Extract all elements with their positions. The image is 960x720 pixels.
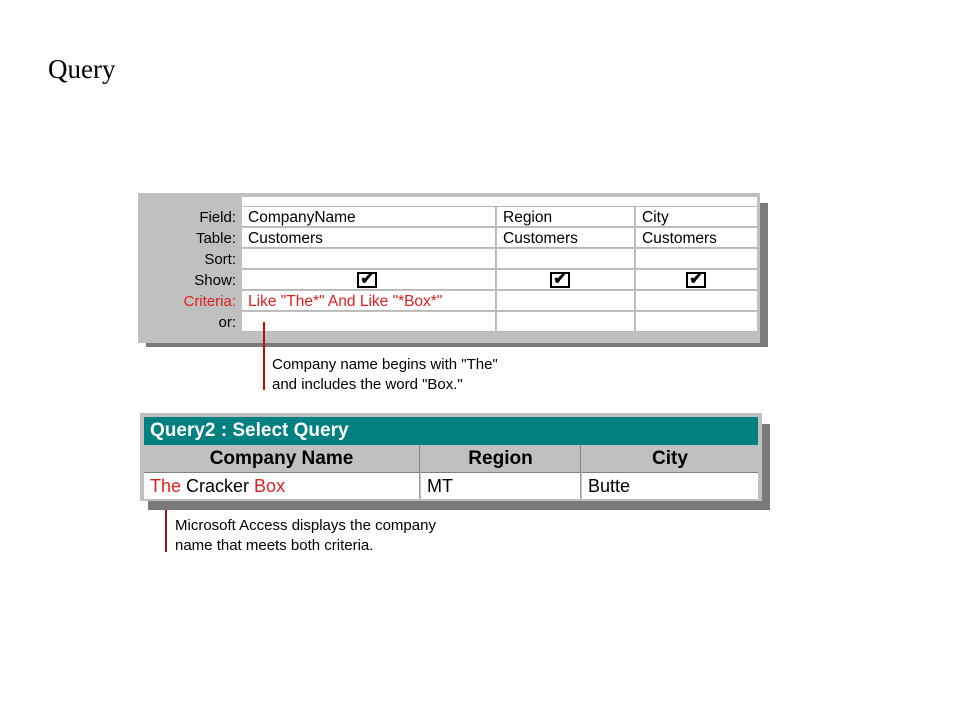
sort-cell-2[interactable] — [497, 249, 635, 269]
datasheet-titlebar[interactable]: Query2 : Select Query — [144, 417, 758, 445]
query-design-grid — [138, 193, 760, 343]
criteria-row-label: Criteria: — [183, 293, 236, 310]
grid-top-strip — [242, 197, 757, 207]
table-cell-2[interactable]: Customers — [497, 228, 635, 248]
field-row — [138, 207, 760, 228]
or-cell-2[interactable] — [497, 312, 635, 332]
show-cell-1 — [242, 270, 496, 290]
show-checkbox-1[interactable]: ✔ — [357, 272, 377, 288]
field-row-label: Field: — [199, 209, 236, 226]
criteria-callout-line1: Company name begins with "The" — [272, 356, 498, 373]
criteria-cell-3[interactable] — [636, 291, 757, 311]
table-row — [138, 228, 760, 249]
field-cell-1[interactable]: CompanyName — [242, 207, 496, 227]
column-header-company-name[interactable]: Company Name — [144, 445, 420, 473]
table-row — [144, 473, 758, 501]
table-row-label: Table: — [195, 230, 236, 247]
sort-row — [138, 249, 760, 270]
show-row-label: Show: — [194, 272, 236, 289]
result-callout-line2: name that meets both criteria. — [175, 537, 374, 554]
sort-row-label: Sort: — [204, 251, 236, 268]
datasheet-window — [140, 413, 762, 501]
table-cell-1[interactable]: Customers — [242, 228, 496, 248]
criteria-row — [138, 291, 760, 312]
criteria-callout-line — [263, 322, 265, 390]
criteria-callout-line2: and includes the word "Box." — [272, 376, 463, 393]
show-cell-3 — [636, 270, 757, 290]
show-checkbox-3[interactable]: ✔ — [686, 272, 706, 288]
column-header-city[interactable]: City — [582, 445, 758, 473]
field-cell-3[interactable]: City — [636, 207, 757, 227]
show-row — [138, 270, 760, 291]
column-header-region[interactable]: Region — [421, 445, 581, 473]
region-cell[interactable]: MT — [421, 473, 581, 499]
slide-title: Query — [48, 54, 116, 84]
or-row — [138, 312, 760, 333]
company-name-middle: Cracker — [181, 476, 255, 496]
company-name-match-box: Box — [254, 476, 286, 496]
sort-cell-1[interactable] — [242, 249, 496, 269]
field-cell-2[interactable]: Region — [497, 207, 635, 227]
or-row-label: or: — [218, 314, 236, 331]
or-cell-3[interactable] — [636, 312, 757, 332]
table-cell-3[interactable]: Customers — [636, 228, 757, 248]
show-checkbox-2[interactable]: ✔ — [550, 272, 570, 288]
result-callout-line — [165, 510, 167, 552]
company-name-match-the: The — [150, 476, 182, 496]
sort-cell-3[interactable] — [636, 249, 757, 269]
or-cell-1[interactable] — [242, 312, 496, 332]
criteria-cell-1[interactable]: Like "The*" And Like "*Box*" — [242, 291, 496, 311]
company-name-cell[interactable] — [144, 473, 420, 499]
city-cell[interactable]: Butte — [582, 473, 758, 499]
criteria-cell-2[interactable] — [497, 291, 635, 311]
result-callout-line1: Microsoft Access displays the company — [175, 517, 436, 534]
show-cell-2 — [497, 270, 635, 290]
datasheet-header-row — [144, 445, 758, 473]
